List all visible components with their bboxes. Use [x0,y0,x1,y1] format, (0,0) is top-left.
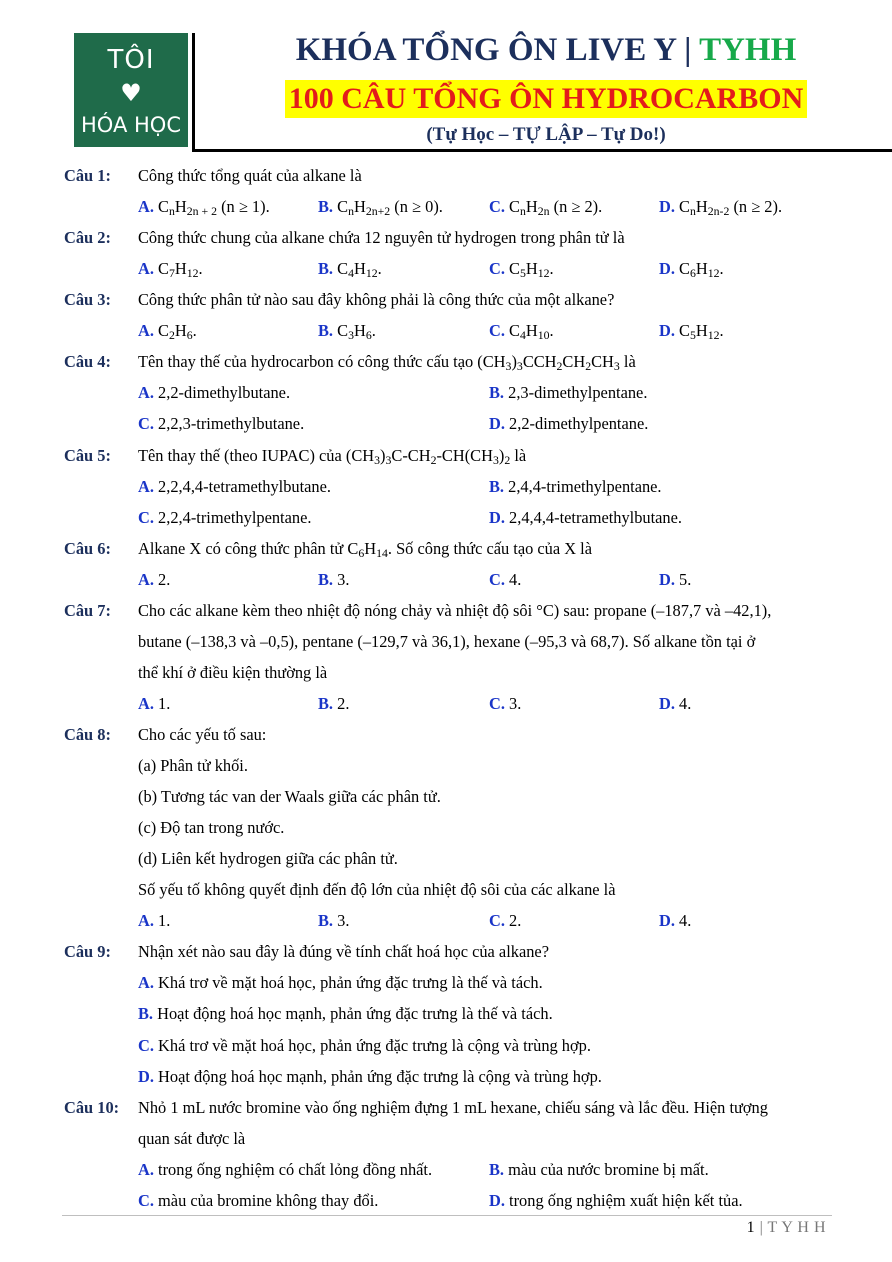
option-a: A. 2. [138,570,171,589]
question-text: Cho các yếu tố sau: [138,725,267,744]
question-label: Câu 10: [64,1098,120,1117]
question-label: Câu 5: [64,446,111,465]
option-d: D. 2,4,4,4-tetramethylbutane. [489,508,683,527]
logo [74,33,188,147]
question-text: quan sát được là [138,1129,246,1148]
option-c: C. 4. [489,570,522,589]
question-text: Công thức tổng quát của alkane là [138,166,362,185]
option-b: B. 2. [318,694,350,713]
option-b: B. $C_3H_6$. [318,321,376,342]
option-a: A. $C_nH_{2n + 2}$ (n ≥ 1). [138,197,270,218]
option-b: B. 3. [318,570,350,589]
option-a: A. 1. [138,694,171,713]
question-text: Cho các alkane kèm theo nhiệt độ nóng chảy và nhiệt độ sôi °C) sau: propane (–187,7 và –42,1), [138,601,772,620]
option-d: D. $C_nH_{2n-2}$ (n ≥ 2). [659,197,783,218]
option-a: A. Khá trơ về mặt hoá học, phản ứng đặc trưng là thế và tách. [138,973,543,992]
statement-d: (d) Liên kết hydrogen giữa các phân tử. [138,849,398,868]
question-label: Câu 7: [64,601,111,620]
option-a: A. 2,2,4,4-tetramethylbutane. [138,477,332,496]
option-a: A. trong ống nghiệm có chất lỏng đồng nhất. [138,1160,433,1179]
question-text: butane (–138,3 và –0,5), pentane (–129,7 và 36,1), hexane (–95,3 và 68,7). Số alkane tồn tại ở [138,632,756,651]
question-label: Câu 6: [64,539,111,558]
question-label: Câu 2: [64,228,111,247]
option-a: A. $C_2H_6$. [138,321,197,342]
question-text: thể khí ở điều kiện thường là [138,663,328,682]
option-a: A. $C_7H_{12}$. [138,259,203,280]
statement-c: (c) Độ tan trong nước. [138,818,285,837]
option-b: B. 2,4,4-trimethylpentane. [489,477,662,496]
course-title [210,32,882,69]
option-d: D. Hoạt động hoá học mạnh, phản ứng đặc trưng là cộng và trùng hợp. [138,1067,602,1086]
option-b: B. $C_nH_{2n+2}$ (n ≥ 0). [318,197,443,218]
header-vertical-rule [192,33,195,150]
heart-icon: ♥ [120,79,142,107]
option-b: B. Hoạt động hoá học mạnh, phản ứng đặc trưng là thế và tách. [138,1004,553,1023]
option-c: C. $C_nH_{2n}$ (n ≥ 2). [489,197,603,218]
question-text: Công thức phân tử nào sau đây không phải là công thức của một alkane? [138,290,615,309]
question-label: Câu 8: [64,725,111,744]
footer-rule [62,1215,832,1216]
header-horizontal-rule [192,149,892,152]
course-title-brand: TYHH [699,32,797,68]
option-d: D. 4. [659,911,692,930]
statement-b: (b) Tương tác van der Waals giữa các phân tử. [138,787,441,806]
option-d: D. $C_6H_{12}$. [659,259,724,280]
option-c: C. 2,2,4-trimethylpentane. [138,508,312,527]
option-d: D. $C_5H_{12}$. [659,321,724,342]
question-text: Alkane X có công thức phân tử $C_6H_{14}$. Số công thức cấu tạo của X là [138,539,593,560]
motto: (Tự Học – TỰ LẬP – Tự Do!) [426,124,666,145]
question-text: Tên thay thế của hydrocarbon có công thức cấu tạo $(CH_3)_3CCH_2CH_2CH_3$ là [138,352,636,373]
option-d: D. trong ống nghiệm xuất hiện kết tủa. [489,1191,743,1210]
option-c: C. 3. [489,694,522,713]
option-c: C. 2,2,3-trimethylbutane. [138,414,305,433]
option-d: D. 5. [659,570,692,589]
question-label: Câu 4: [64,352,111,371]
logo-text-toi: TÔI [107,45,155,75]
option-b: B. màu của nước bromine bị mất. [489,1160,709,1179]
option-d: D. 4. [659,694,692,713]
question-text: Nhận xét nào sau đây là đúng về tính chất hoá học của alkane? [138,942,549,961]
question-label: Câu 1: [64,166,111,185]
option-c: C. Khá trơ về mặt hoá học, phản ứng đặc trưng là cộng và trùng hợp. [138,1036,591,1055]
option-b: B. 3. [318,911,350,930]
course-title-main: KHÓA TỔNG ÔN LIVE Y | [295,32,700,68]
option-c: C. 2. [489,911,522,930]
statement-a: (a) Phân tử khối. [138,756,248,775]
option-b: B. 2,3-dimethylpentane. [489,383,648,402]
question-text: Nhỏ 1 mL nước bromine vào ống nghiệm đựng 1 mL hexane, chiếu sáng và lắc đều. Hiện tượng [138,1098,768,1117]
footer-brand: T Y H H [767,1219,826,1236]
logo-text-hoa-hoc: HÓA HỌC [81,113,181,137]
option-b: B. $C_4H_{12}$. [318,259,382,280]
option-a: A. 2,2-dimethylbutane. [138,383,291,402]
document-subtitle: 100 CÂU TỔNG ÔN HYDROCARBON [285,80,807,118]
question-text: Công thức chung của alkane chứa 12 nguyên tử hydrogen trong phân tử là [138,228,625,247]
question-text: Tên thay thế (theo IUPAC) của $(CH_3)_3C-CH_2-CH(CH_3)_2$ là [138,446,527,467]
question-label: Câu 9: [64,942,111,961]
page-number: 1 [746,1219,756,1236]
option-c: C. $C_5H_{12}$. [489,259,554,280]
question-label: Câu 3: [64,290,111,309]
option-a: A. 1. [138,911,171,930]
option-c: C. màu của bromine không thay đổi. [138,1191,379,1210]
page-footer: 1 | T Y H H [746,1219,826,1236]
question-text: Số yếu tố không quyết định đến độ lớn của nhiệt độ sôi của các alkane là [138,880,616,899]
option-c: C. $C_4H_{10}$. [489,321,554,342]
option-d: D. 2,2-dimethylpentane. [489,414,649,433]
